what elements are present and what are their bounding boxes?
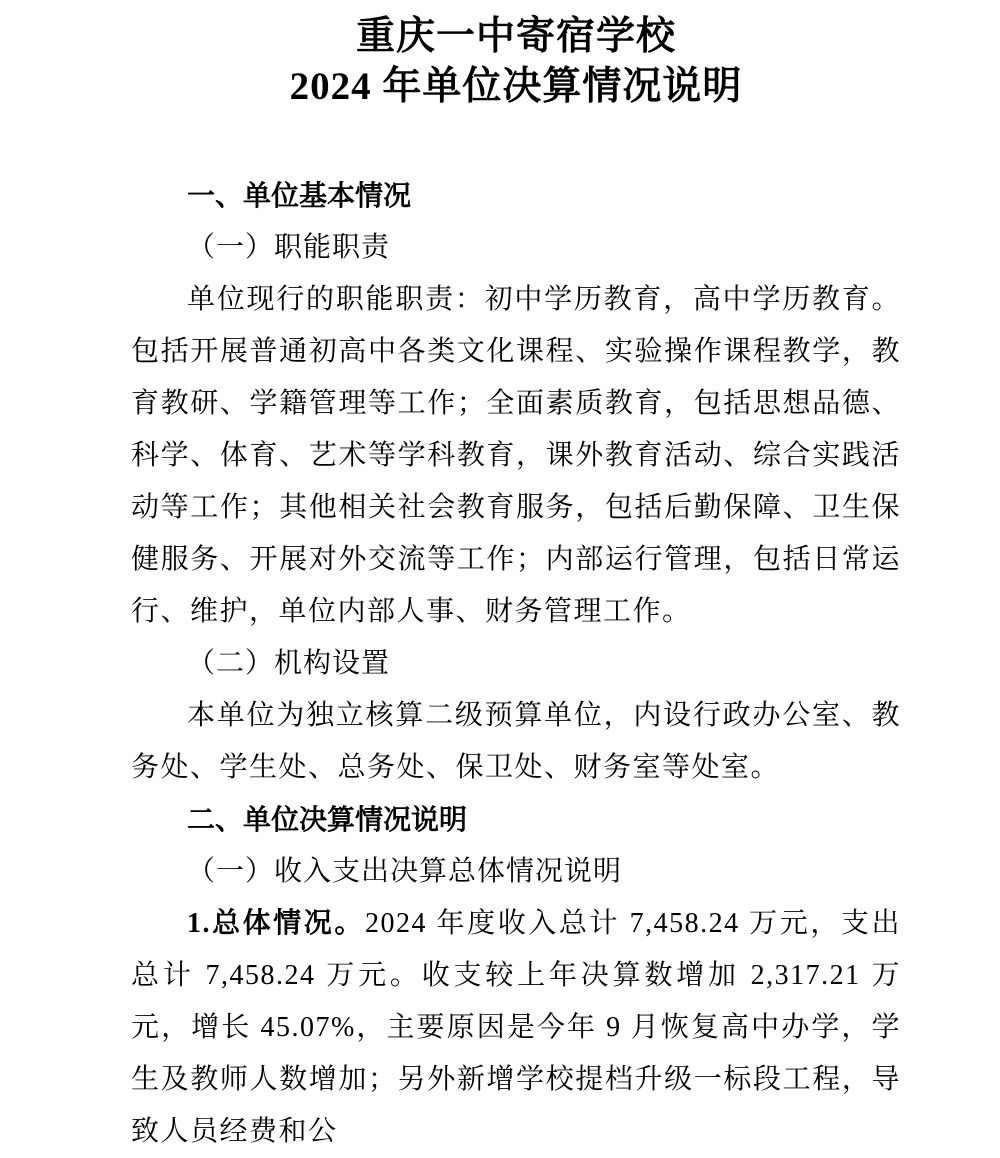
paragraph-org-structure: 本单位为独立核算二级预算单位，内设行政办公室、教务处、学生处、总务处、保卫处、财务室等处室。 (131, 700, 901, 783)
paragraph-overall-situation (131, 898, 901, 1158)
document-title-line1: 重庆一中寄宿学校 (355, 15, 676, 58)
paragraph-overall-lead: 1.总体情况。 (187, 908, 365, 939)
document-title (131, 12, 901, 112)
document-body (131, 170, 901, 1158)
section-heading-2: 二、单位决算情况说明 (187, 804, 468, 835)
document-title-line2: 2024 年单位决算情况说明 (289, 65, 743, 108)
subsection-heading-1-2: （二）机构设置 (187, 648, 391, 679)
subsection-heading-1-1: （一）职能职责 (187, 232, 391, 263)
subsection-heading-2-1: （一）收入支出决算总体情况说明 (187, 856, 623, 887)
section-heading-1: 一、单位基本情况 (187, 180, 412, 211)
paragraph-duties: 单位现行的职能职责：初中学历教育，高中学历教育。包括开展普通初高中各类文化课程、实验操作课程教学，教育教研、学籍管理等工作；全面素质教育，包括思想品德、科学、体育、艺术等学科教育，课外教育活动、综合实践活动等工作；其他相关社会教育服务，包括后勤保障、卫生保健服务、开展对外交流等工作；内部运行管理，包括日常运行、维护，单位内部人事、财务管理工作。 (131, 284, 901, 627)
paragraph-overall-text: 2024 年度收入总计 7,458.24 万元，支出总计 7,458.24 万元。收支较上年决算数增加 2,317.21 万元，增长 45.07%，主要原因是今年 9 月恢复高中办学，学生及教师人数增加；另外新增学校提档升级一标段工程，导致人员经费和公 (131, 908, 901, 1147)
